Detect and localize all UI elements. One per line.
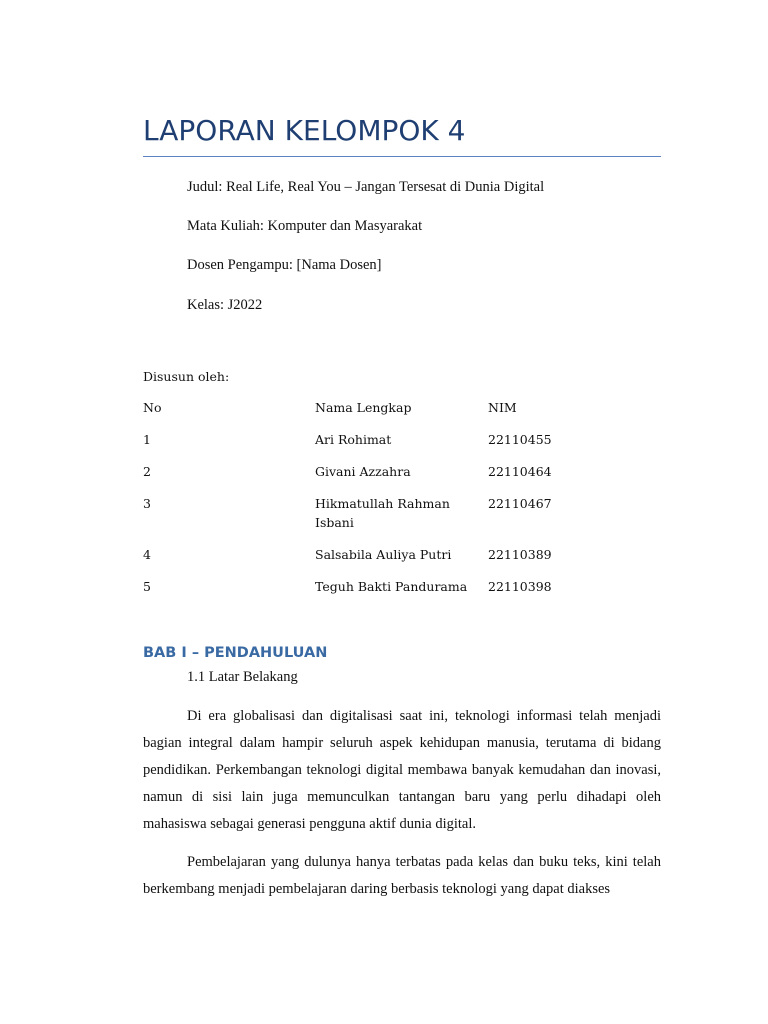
meta-kelas: Kelas: J2022 bbox=[187, 297, 263, 313]
header-nim: NIM bbox=[488, 400, 517, 415]
meta-judul: Judul: Real Life, Real You – Jangan Tersesat di Dunia Digital bbox=[187, 179, 545, 195]
document-title: LAPORAN KELOMPOK 4 bbox=[143, 114, 466, 147]
header-no: No bbox=[143, 400, 162, 415]
body-paragraph: Pembelajaran yang dulunya hanya terbatas pada kelas dan buku teks, kini telah berkembang menjadi pembelajaran daring berbasis teknologi yang dapat diakses bbox=[143, 854, 661, 897]
cell-nim: 22110389 bbox=[488, 547, 552, 562]
cell-nama: Teguh Bakti Pandurama bbox=[315, 579, 468, 594]
title-underline bbox=[143, 156, 661, 157]
cell-nim: 22110455 bbox=[488, 432, 552, 447]
prepared-by-label: Disusun oleh: bbox=[143, 369, 230, 384]
cell-nim: 22110464 bbox=[488, 464, 552, 479]
cell-nama: Salsabila Auliya Putri bbox=[315, 547, 452, 562]
chapter-heading: BAB I – PENDAHULUAN bbox=[143, 645, 328, 661]
cell-nama: Givani Azzahra bbox=[315, 464, 411, 479]
header-nama: Nama Lengkap bbox=[315, 400, 412, 415]
body-paragraph: Di era globalisasi dan digitalisasi saat ini, teknologi informasi telah menjadi bagian integral dalam hampir seluruh aspek kehidupan manusia, terutama di bidang pendidikan. Perkembangan teknologi digital membawa banyak kemudahan dan inovasi, namun di sisi lain juga memunculkan tantangan baru yang perlu dihadapi oleh mahasiswa sebagai generasi pengguna aktif dunia digital. bbox=[143, 708, 661, 832]
cell-nama: Ari Rohimat bbox=[315, 432, 392, 447]
meta-dosen: Dosen Pengampu: [Nama Dosen] bbox=[187, 257, 382, 273]
section-heading: 1.1 Latar Belakang bbox=[187, 669, 298, 685]
cell-nim: 22110467 bbox=[488, 496, 552, 511]
cell-nama: Hikmatullah Rahman Isbani bbox=[315, 496, 450, 530]
cell-no: 2 bbox=[143, 464, 151, 479]
cell-no: 5 bbox=[143, 579, 151, 594]
cell-no: 4 bbox=[143, 547, 151, 562]
cell-nim: 22110398 bbox=[488, 579, 552, 594]
cell-no: 3 bbox=[143, 496, 151, 511]
cell-no: 1 bbox=[143, 432, 151, 447]
meta-mata-kuliah: Mata Kuliah: Komputer dan Masyarakat bbox=[187, 218, 423, 234]
